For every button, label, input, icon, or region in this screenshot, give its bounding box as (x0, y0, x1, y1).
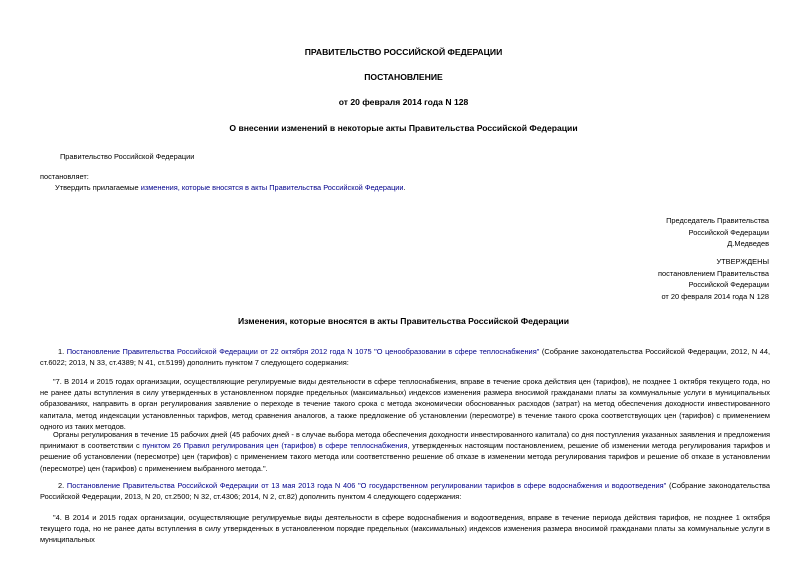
paragraph-4 (40, 480, 770, 502)
p3-text-a: Органы регулирования в течение 15 рабочих дней (45 рабочих дней - в случае выбора метода обеспечения доходности инвестированного капитала) со дня поступления указанных заявления и предложения принимают в соответствии с (40, 430, 770, 451)
signature-name: Д.Медведев (727, 239, 769, 249)
p1-text: (Собрание законодательства Российской Федерации, 2012, N 44, ст.6022; 2013, N 33, ст.4389; N 41, ст.5199) дополнить пунктом 7 следующего содержания: (40, 347, 771, 368)
signature-block (666, 215, 769, 250)
paragraph-1 (40, 346, 770, 368)
approved-heading: УТВЕРЖДЕНЫ (716, 257, 769, 266)
paragraph-3 (40, 429, 770, 474)
intro-government: Правительство Российской Федерации (60, 152, 195, 161)
approve-suffix: . (403, 183, 406, 192)
p1-number: 1. (58, 347, 67, 356)
approved-date: от 20 февраля 2014 года N 128 (661, 291, 769, 301)
paragraph-2: "7. В 2014 и 2015 годах организации, осуществляющие регулируемые виды деятельности в сфере теплоснабжения, вправе в течение срока действия цен (тарифов), не позднее 1 октября текущего года, но не ранее даты вступления в силу утвержденных в установленном порядке предельных (максимальных) индексов изменения размера вносимой гражданами платы за коммунальные услуги в муниципальных образованиях, направить в орган регулирования заявление о переходе в течение такого срока с метода экономически обоснованных расходов (затрат) на метод обеспечения доходности инвестированного капитала, метод индексации установленных тарифов, метод сравнения аналогов, а также предложение об установлении (пересмотре) в течение такого срока соответствующих цен (тарифов) с применением одного из таких методов. (40, 377, 770, 431)
approved-country: Российской Федерации (688, 280, 769, 290)
signature-country: Российской Федерации (688, 227, 769, 237)
approve-prefix: Утвердить прилагаемые (55, 183, 141, 192)
intro-resolves: постановляет: (40, 172, 89, 181)
p4-text: (Собрание законодательства Российской Федерации, 2013, N 20, ст.2500; N 32, ст.4306; 2014, N 2, ст.82) дополнить пунктом 4 следующего содержания: (40, 481, 770, 502)
approve-line (55, 183, 406, 193)
government-heading: ПРАВИТЕЛЬСТВО РОССИЙСКОЙ ФЕДЕРАЦИИ (304, 47, 503, 57)
document-title: О внесении изменений в некоторые акты Правительства Российской Федерации (229, 123, 578, 133)
document-date: от 20 февраля 2014 года N 128 (338, 97, 469, 107)
p4-link[interactable]: Постановление Правительства Российской Федерации от 13 мая 2013 года N 406 "О государственном регулировании тарифов в сфере водоснабжения и водоотведения" (66, 481, 667, 490)
approve-link[interactable]: изменения, которые вносятся в акты Правительства Российской Федерации (140, 183, 404, 192)
changes-title: Изменения, которые вносятся в акты Правительства Российской Федерации (237, 316, 569, 326)
p3-link[interactable]: пунктом 26 Правил регулирования цен (тарифов) в сфере теплоснабжения (142, 441, 408, 451)
approved-by: постановлением Правительства (658, 268, 769, 278)
p1-link[interactable]: Постановление Правительства Российской Федерации от 22 октября 2012 года N 1075 "О ценообразовании в сфере теплоснабжения" (66, 347, 540, 356)
approved-block (658, 256, 769, 302)
document-type: ПОСТАНОВЛЕНИЕ (364, 72, 443, 82)
p4-number: 2. (58, 481, 67, 490)
p3-text-b: , утвержденных настоящим постановлением, решение об изменении метода регулирования тарифов и решение об установлении (пересмотре) цен (тарифов) с применением такого метода или соответственно решение об отказе в изменении метода регулирования тарифов и решение об отказе в установлении (пересмотре) цен (тарифов) с применением выбранного метода.". (40, 441, 771, 473)
signature-position: Председатель Правительства (666, 216, 769, 225)
paragraph-5: "4. В 2014 и 2015 годах организации, осуществляющие регулируемые виды деятельности в сфере водоснабжения и водоотведения, вправе в течение периода действия тарифов, не позднее 1 октября текущего года, но не ранее даты вступления в силу утвержденных в установленном порядке предельных (максимальных) индексов изменения размера вносимой гражданами платы за коммунальные услуги в муниципальных (40, 513, 770, 545)
